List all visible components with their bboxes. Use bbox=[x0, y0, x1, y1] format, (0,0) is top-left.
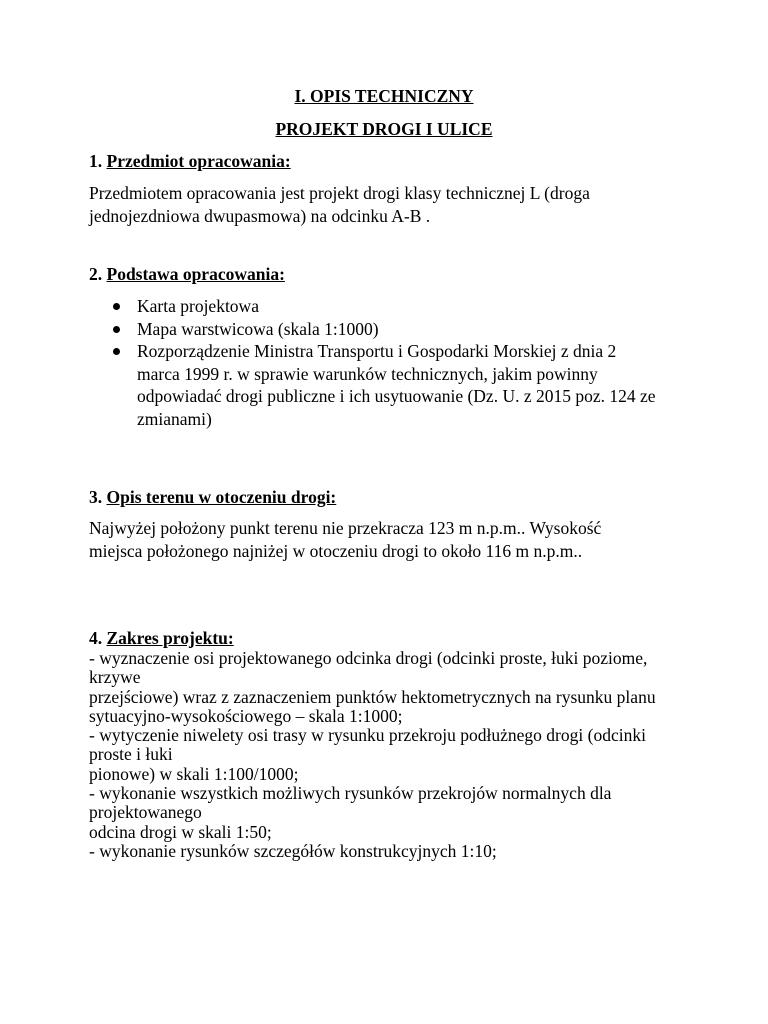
scope-line: przejściowe) wraz z zaznaczeniem punktów hektometrycznych na rysunku planu bbox=[89, 686, 656, 707]
section-4-body bbox=[89, 649, 689, 861]
section-4-number: 4. bbox=[89, 628, 103, 648]
section-1-number: 1. bbox=[89, 151, 103, 171]
document-title: I. OPIS TECHNICZNY bbox=[294, 86, 474, 106]
list-item-line: marca 1999 r. w sprawie warunków technicznych, jakim powinny bbox=[137, 363, 598, 384]
section-1-body bbox=[89, 182, 689, 228]
scope-line: odcina drogi w skali 1:50; bbox=[89, 821, 272, 842]
paragraph-line: jednojezdniowa dwupasmowa) na odcinku A-B . bbox=[89, 206, 431, 226]
section-2-number: 2. bbox=[89, 264, 103, 284]
section-2-heading bbox=[89, 264, 285, 285]
document-subtitle: PROJEKT DROGI I ULICE bbox=[275, 119, 493, 139]
bullet-icon bbox=[113, 326, 120, 333]
section-2-title: Podstawa opracowania: bbox=[106, 264, 285, 284]
list-item bbox=[89, 318, 689, 341]
section-3-number: 3. bbox=[89, 487, 103, 507]
section-3-title: Opis terenu w otoczeniu drogi: bbox=[106, 487, 337, 507]
section-4-title: Zakres projektu: bbox=[106, 628, 234, 648]
paragraph-line: miejsca położonego najniżej w otoczeniu drogi to około 116 m n.p.m.. bbox=[89, 541, 583, 561]
list-item-line: zmianami) bbox=[137, 408, 212, 429]
scope-line: - wykonanie rysunków szczegółów konstrukcyjnych 1:10; bbox=[89, 840, 497, 861]
scope-line: krzywe bbox=[89, 667, 141, 688]
scope-line: - wykonanie wszystkich możliwych rysunków przekrojów normalnych dla bbox=[89, 783, 612, 804]
scope-line: pionowe) w skali 1:100/1000; bbox=[89, 763, 299, 784]
section-2-bullet-list bbox=[89, 295, 689, 430]
section-3-heading bbox=[89, 487, 336, 508]
scope-line: proste i łuki bbox=[89, 744, 173, 765]
list-item-line: Mapa warstwicowa (skala 1:1000) bbox=[137, 318, 379, 339]
bullet-icon bbox=[113, 348, 120, 355]
bullet-icon bbox=[113, 303, 120, 310]
list-item bbox=[89, 340, 689, 430]
scope-line: - wytyczenie niwelety osi trasy w rysunku przekroju podłużnego drogi (odcinki bbox=[89, 725, 646, 746]
section-4-heading bbox=[89, 628, 234, 649]
scope-line: - wyznaczenie osi projektowanego odcinka drogi (odcinki proste, łuki poziome, bbox=[89, 648, 648, 668]
scope-line: sytuacyjno-wysokościowego – skala 1:1000; bbox=[89, 705, 403, 726]
list-item-line: Karta projektowa bbox=[137, 296, 259, 316]
section-1-heading bbox=[89, 151, 291, 172]
section-3-body bbox=[89, 517, 689, 563]
paragraph-line: Najwyżej położony punkt terenu nie przekracza 123 m n.p.m.. Wysokość bbox=[89, 518, 602, 538]
section-1-title: Przedmiot opracowania: bbox=[106, 151, 291, 171]
scope-line: projektowanego bbox=[89, 802, 202, 823]
list-item-line: odpowiadać drogi publiczne i ich usytuowanie (Dz. U. z 2015 poz. 124 ze bbox=[137, 386, 656, 406]
list-item bbox=[89, 295, 689, 318]
list-item-line: Rozporządzenie Ministra Transportu i Gospodarki Morskiej z dnia 2 bbox=[137, 341, 617, 361]
paragraph-line: Przedmiotem opracowania jest projekt drogi klasy technicznej L (droga bbox=[89, 183, 590, 203]
